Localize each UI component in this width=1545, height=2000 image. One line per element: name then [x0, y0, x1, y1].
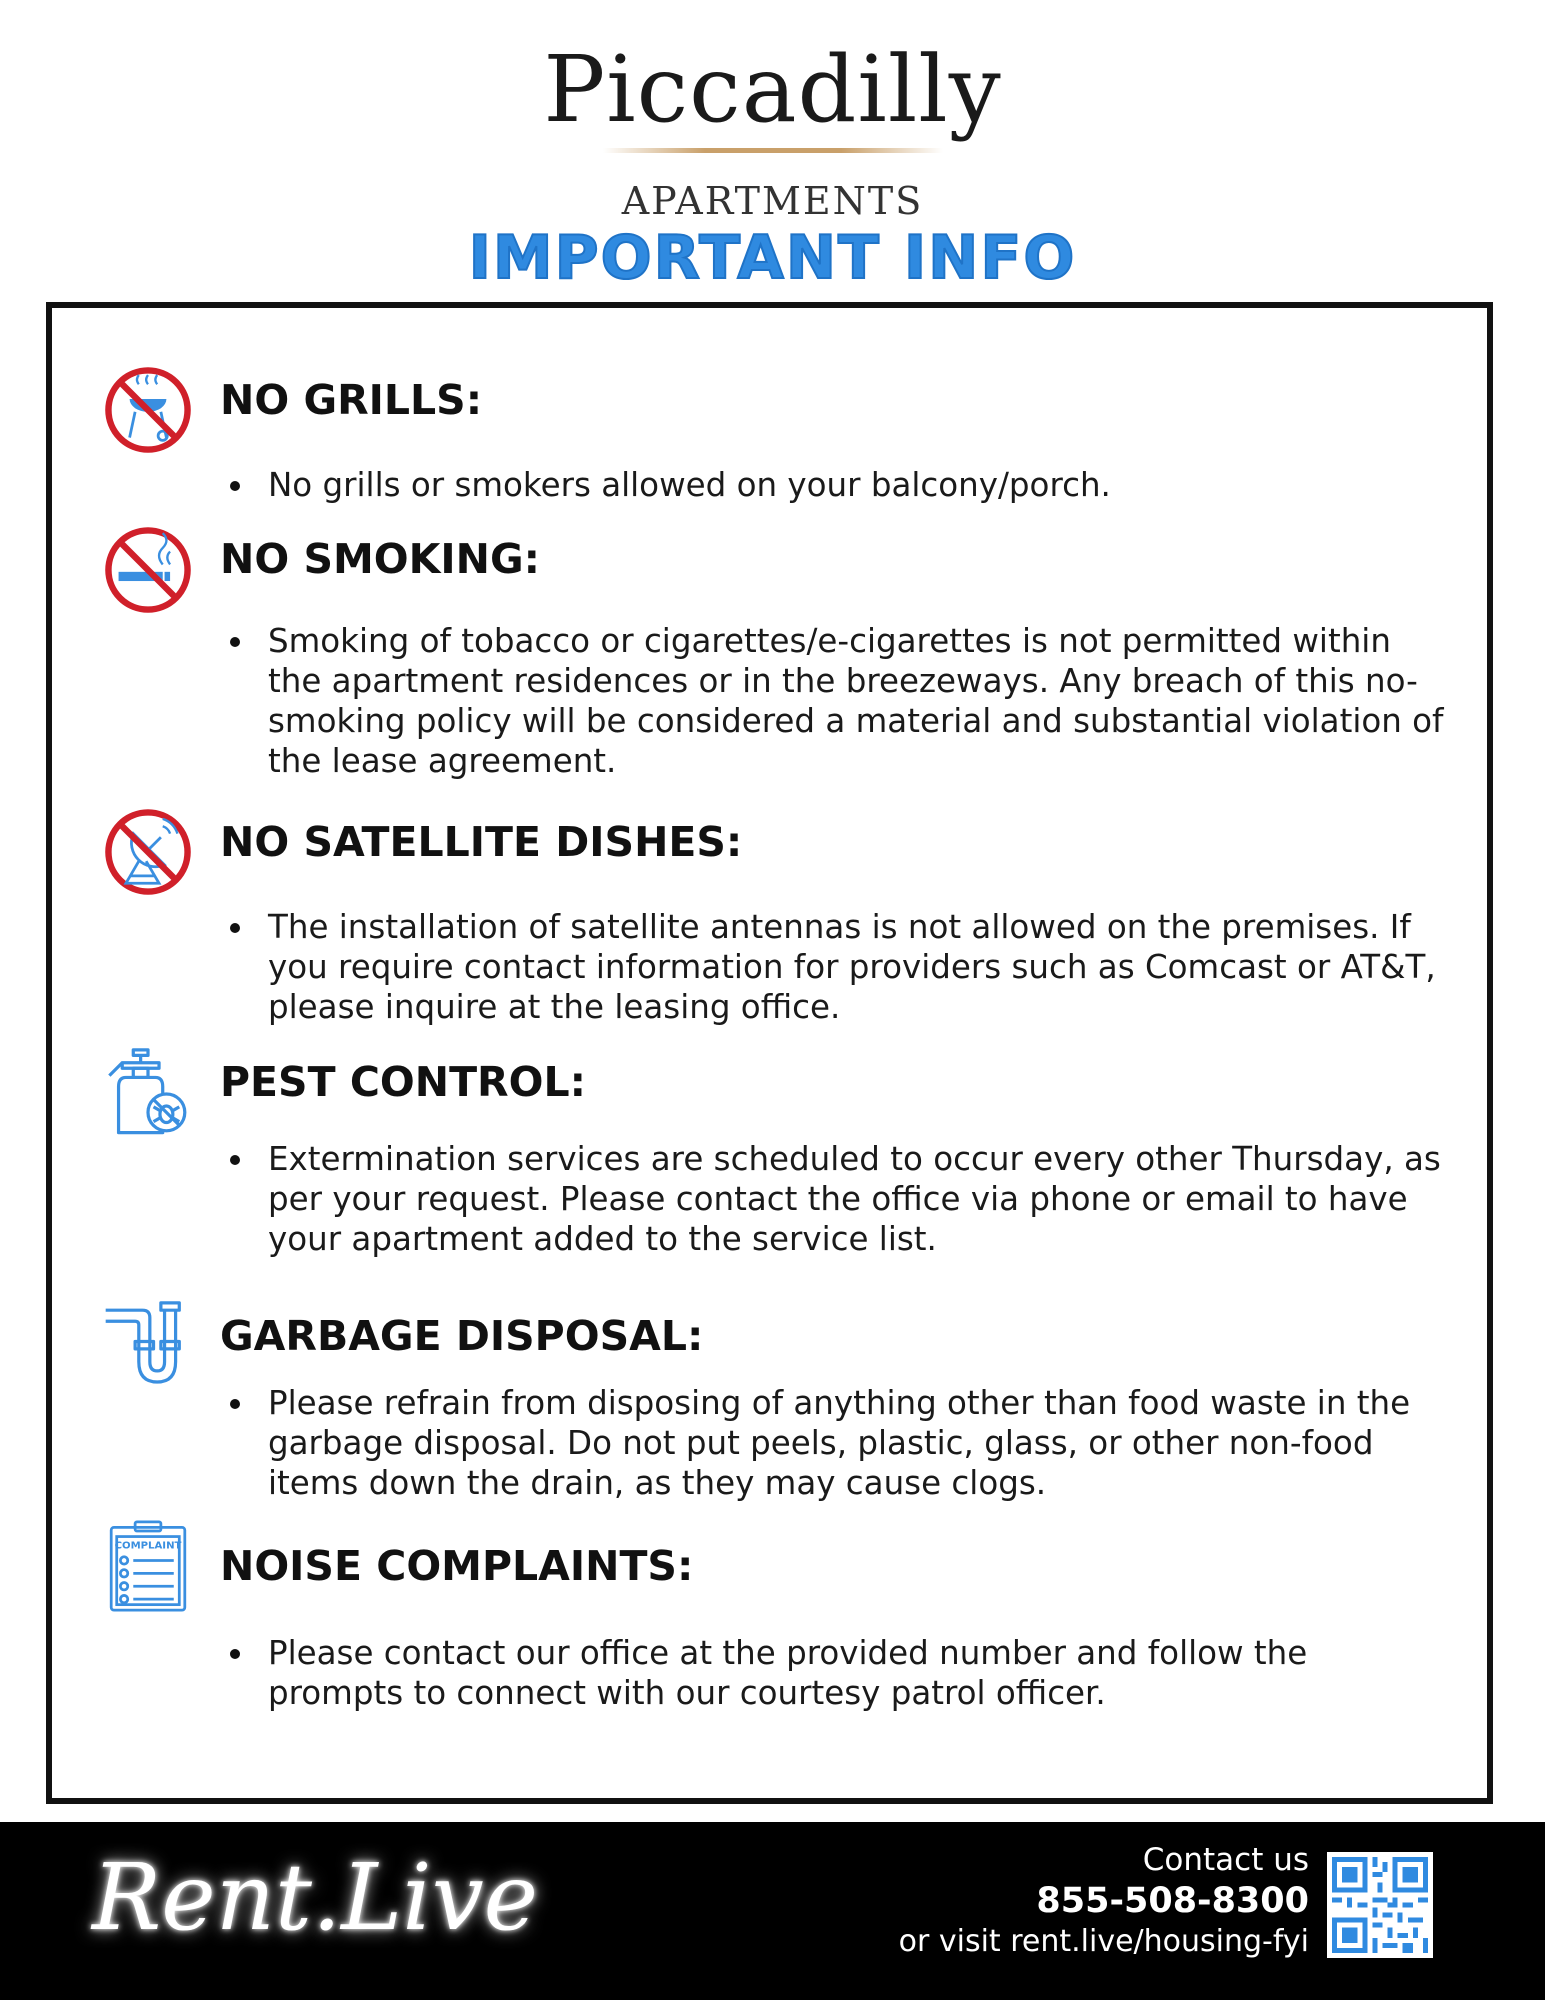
section-title: NO SATELLITE DISHES:: [220, 818, 743, 866]
list-item: Smoking of tobacco or cigarettes/e-cigarettes is not permitted within the apartment residences or in the breezeways. Any breach of this no-smoking policy will be considered a material and substantial violation of the lease agreement.: [220, 621, 1450, 781]
brand-name: Piccadilly: [543, 36, 1002, 143]
drain-pipe-icon: [102, 1301, 194, 1393]
contact-website[interactable]: or visit rent.live/housing-fyi: [898, 1924, 1309, 1959]
section-title: NO GRILLS:: [220, 376, 483, 424]
complaint-icon-text: COMPLAINT: [114, 1540, 182, 1552]
list-item: No grills or smokers allowed on your balcony/porch.: [220, 465, 1450, 505]
header: [0, 36, 1545, 293]
pest-spray-icon: [102, 1048, 194, 1140]
no-satellite-dish-icon: [102, 806, 194, 898]
info-panel: [46, 302, 1493, 1804]
contact-label: Contact us: [1142, 1842, 1309, 1878]
no-grill-icon: [102, 364, 194, 456]
list-item: Extermination services are scheduled to occur every other Thursday, as per your request. Please contact the office via phone or email to have your apartment added to the service list.: [220, 1139, 1450, 1259]
bullet-list: [220, 907, 1450, 1027]
qr-code-icon[interactable]: [1327, 1852, 1433, 1958]
list-item: Please contact our office at the provided number and follow the prompts to connect with our courtesy patrol officer.: [220, 1633, 1450, 1713]
footer-brand[interactable]: Rent.Live: [92, 1844, 539, 1951]
complaint-clipboard-icon: [102, 1520, 194, 1612]
contact-phone[interactable]: 855-508-8300: [1036, 1881, 1309, 1921]
brand-subtitle: APARTMENTS: [621, 179, 924, 223]
bullet-list: [220, 1139, 1450, 1259]
gold-divider: [603, 148, 943, 153]
contact-block: [899, 1840, 1309, 1962]
list-item: The installation of satellite antennas is not allowed on the premises. If you require contact information for providers such as Comcast or AT&T, please inquire at the leasing office.: [220, 907, 1450, 1027]
section-title: NO SMOKING:: [220, 535, 541, 583]
bullet-list: [220, 621, 1450, 781]
page-title: IMPORTANT INFO: [468, 223, 1077, 293]
footer: [0, 1822, 1545, 2000]
section-title: NOISE COMPLAINTS:: [220, 1542, 694, 1590]
no-smoking-icon: [102, 524, 194, 616]
bullet-list: [220, 1633, 1450, 1713]
bullet-list: [220, 1383, 1450, 1503]
section-title: GARBAGE DISPOSAL:: [220, 1312, 704, 1360]
section-title: PEST CONTROL:: [220, 1058, 586, 1106]
bullet-list: [220, 465, 1450, 505]
list-item: Please refrain from disposing of anything other than food waste in the garbage disposal. Do not put peels, plastic, glass, or other non-food items down the drain, as they may cause clogs.: [220, 1383, 1450, 1503]
